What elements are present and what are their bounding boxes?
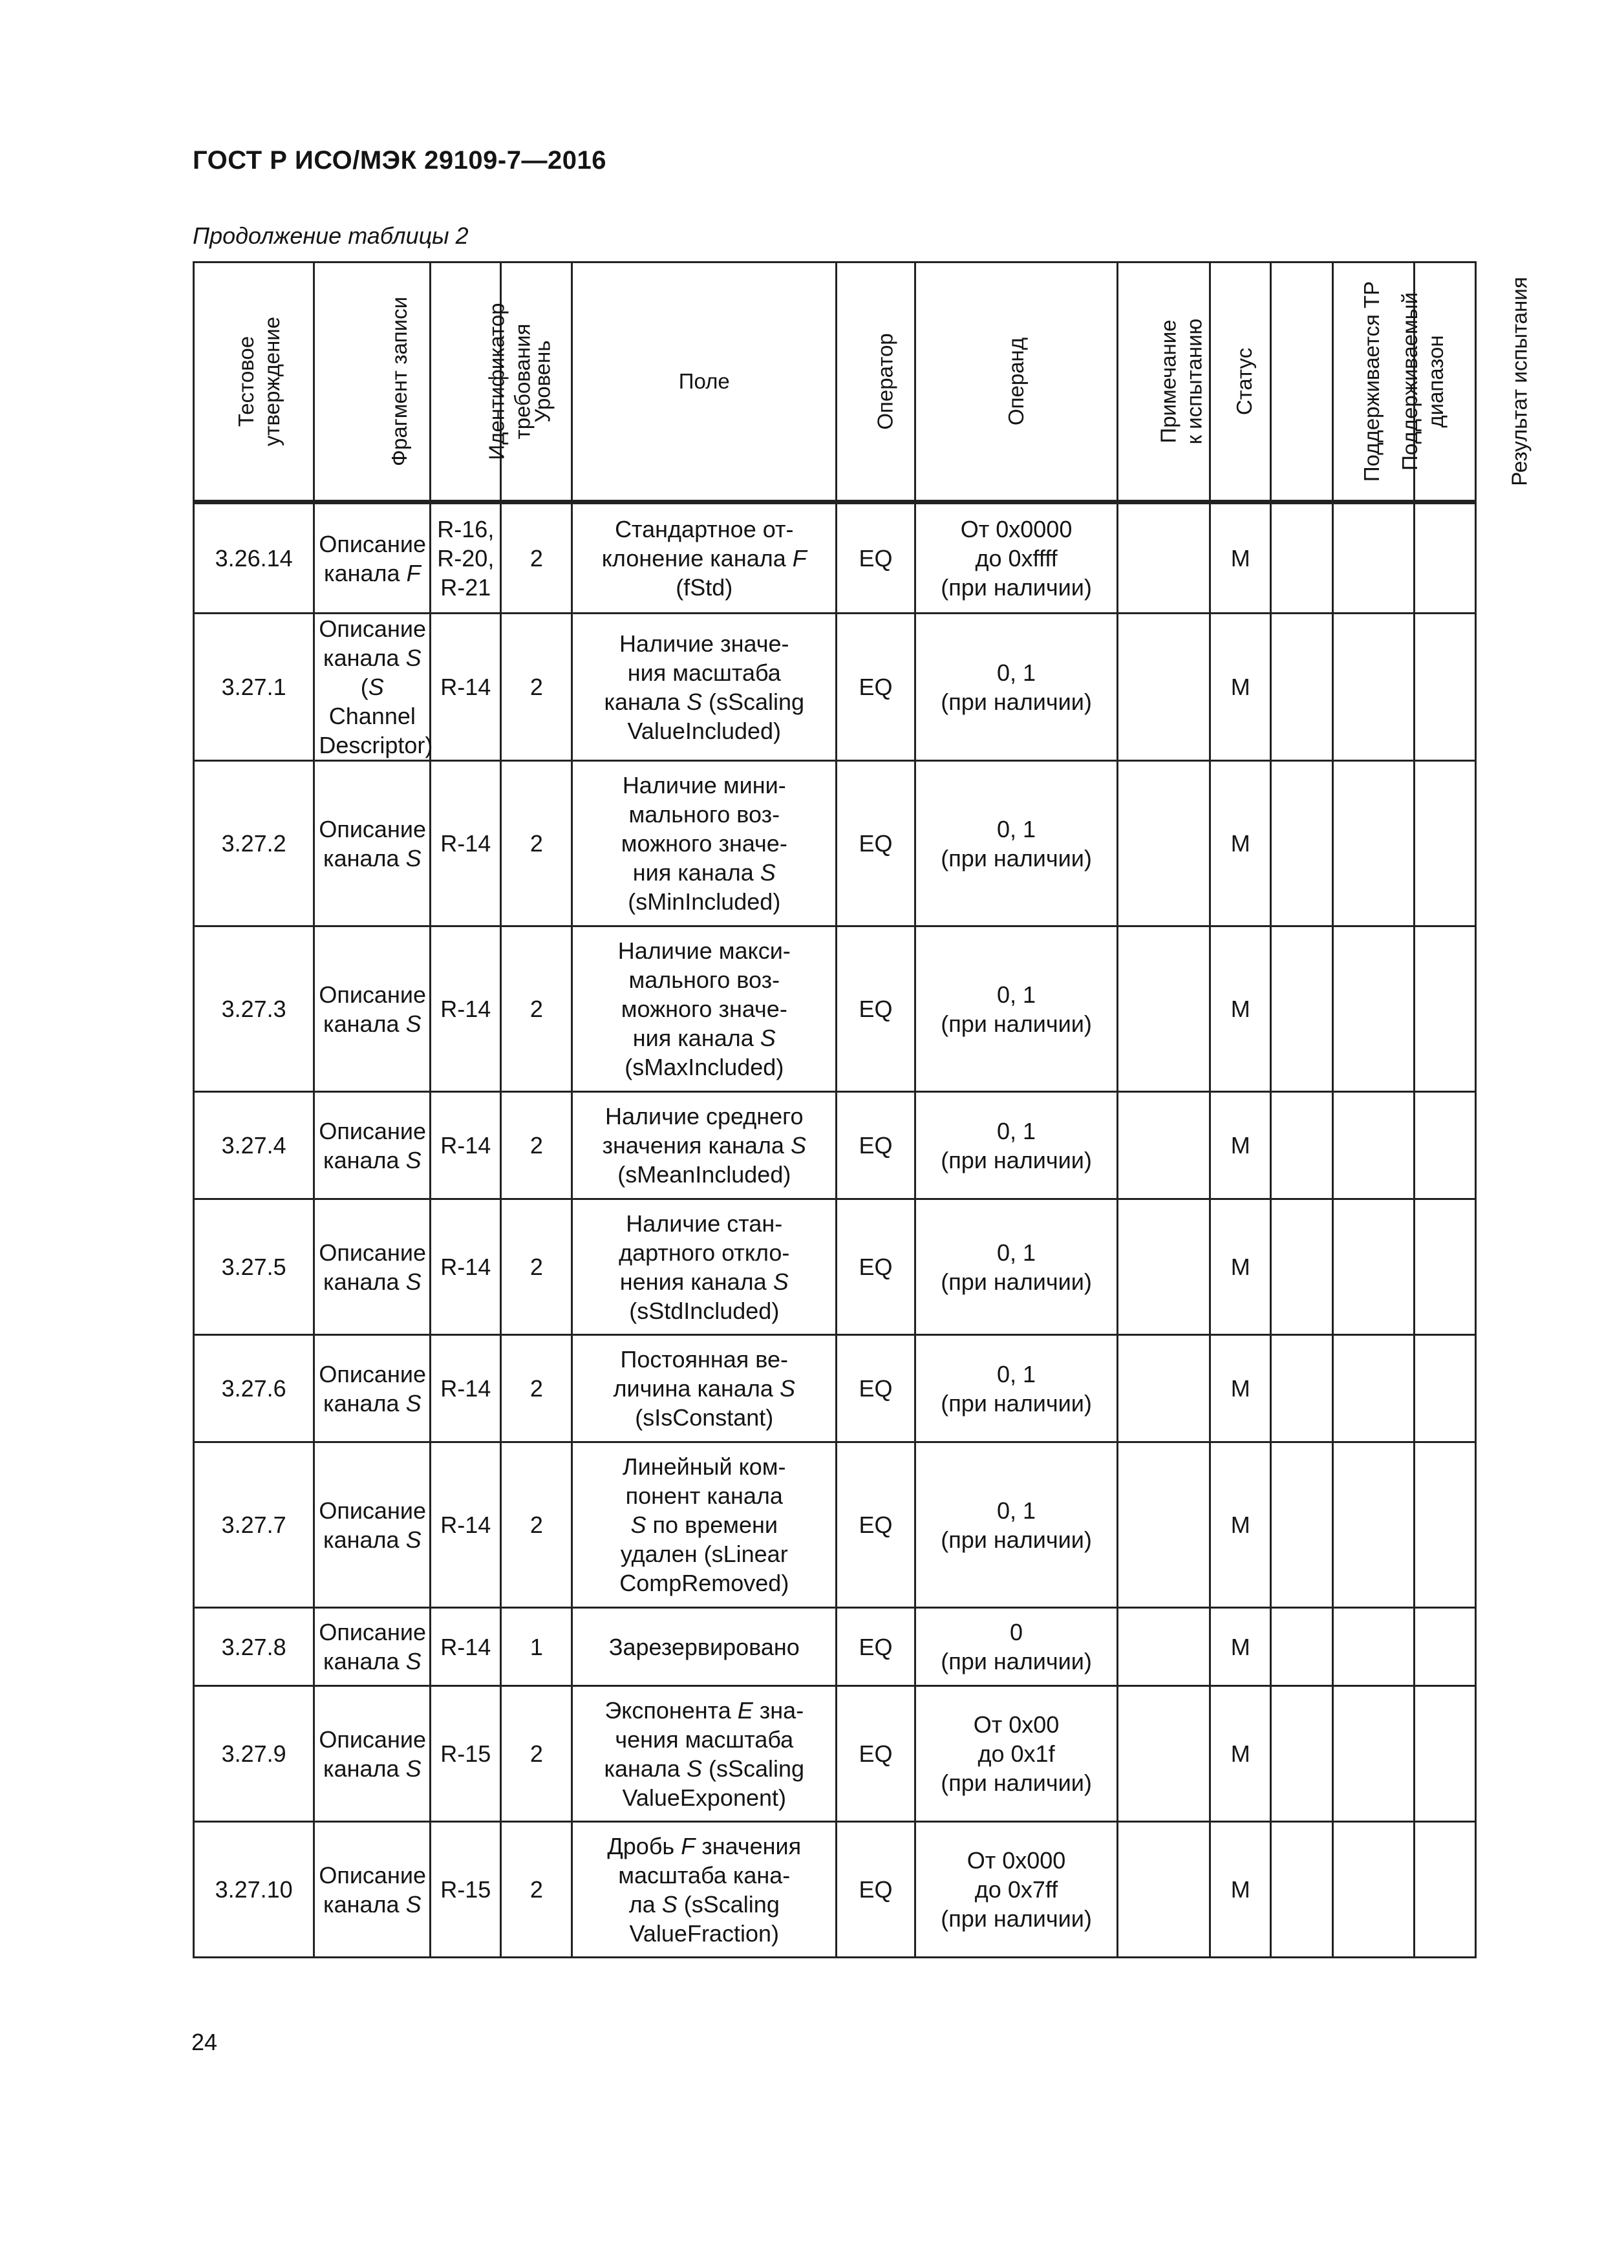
cell-req-id	[431, 1092, 501, 1199]
cell-line: ния масштаба	[627, 659, 781, 686]
cell-test-result	[1414, 1335, 1475, 1442]
cell-line: R-14	[440, 1512, 491, 1538]
page-number: 24	[191, 2029, 218, 2055]
cell-line: канала S	[323, 1890, 422, 1918]
cell-status: M	[1210, 1199, 1271, 1335]
cell-test-result	[1414, 1608, 1475, 1686]
column-header-label	[1003, 337, 1029, 425]
table-row	[194, 761, 1476, 926]
cell-line: канала F	[324, 559, 421, 586]
table-row	[194, 1199, 1476, 1335]
cell-level: 2	[501, 1092, 572, 1199]
cell-field	[572, 1608, 837, 1686]
cell-supported-range	[1332, 761, 1414, 926]
column-header-note	[1118, 262, 1210, 502]
cell-field	[572, 614, 837, 761]
cell-note	[1118, 761, 1210, 926]
cell-line: ValueIncluded)	[627, 717, 782, 744]
cell-operator: EQ	[837, 1822, 915, 1958]
cell-assertion: 3.27.4	[194, 1092, 314, 1199]
column-header-fragment	[314, 262, 431, 502]
cell-line: до 0x7ff	[974, 1876, 1058, 1903]
cell-line: клонение канала F	[601, 545, 807, 572]
cell-line: Описание	[319, 1861, 426, 1888]
cell-line: до 0xffff	[975, 545, 1058, 572]
cell-line: (при наличии)	[941, 688, 1092, 715]
cell-level: 2	[501, 1199, 572, 1335]
cell-fragment	[314, 1199, 431, 1335]
cell-line: мального воз-	[628, 967, 780, 993]
cell-line: Стандартное от-	[615, 516, 794, 542]
requirements-table	[193, 261, 1532, 1958]
column-header-field	[572, 262, 837, 502]
cell-operator: EQ	[837, 614, 915, 761]
cell-line: R-14	[440, 830, 491, 857]
cell-line: чения масштаба	[615, 1726, 794, 1753]
cell-line: удален (sLinear	[620, 1541, 788, 1567]
cell-operator: EQ	[837, 761, 915, 926]
cell-operator: EQ	[837, 926, 915, 1092]
cell-supported-range	[1332, 1686, 1414, 1822]
cell-line: 0, 1	[996, 981, 1036, 1008]
cell-req-id	[431, 1442, 501, 1608]
cell-line: канала S	[323, 1268, 422, 1295]
cell-operator: EQ	[837, 1092, 915, 1199]
cell-line: 0, 1	[996, 1117, 1036, 1144]
cell-test-result	[1414, 1092, 1475, 1199]
cell-fragment	[314, 614, 431, 761]
cell-operand	[915, 761, 1117, 926]
column-header-line: Идентификатор	[484, 303, 509, 460]
cell-line: Описание	[319, 615, 426, 642]
cell-supported-range	[1332, 502, 1414, 614]
column-header-line: Поддерживаемый	[1397, 292, 1422, 471]
table-row	[194, 502, 1476, 614]
cell-line: Постоянная ве-	[620, 1346, 789, 1373]
column-header-line: Оператор	[873, 333, 897, 430]
cell-note	[1118, 1686, 1210, 1822]
cell-supported-range	[1332, 1822, 1414, 1958]
cell-line: (sMinIncluded)	[628, 888, 781, 915]
cell-line: канала S	[323, 844, 422, 872]
cell-line: R-14	[440, 996, 491, 1022]
table-row	[194, 926, 1476, 1092]
column-header-status	[1210, 262, 1271, 502]
cell-line: канала S	[323, 1648, 422, 1674]
column-header-req-id	[431, 262, 535, 502]
cell-req-id	[431, 761, 501, 926]
cell-level: 2	[501, 1822, 572, 1958]
table-row	[194, 1442, 1476, 1608]
cell-tp-supported	[1271, 1092, 1332, 1199]
cell-line: ValueFraction)	[629, 1920, 779, 1947]
cell-operand	[915, 1092, 1117, 1199]
cell-line: ValueExponent)	[622, 1784, 787, 1811]
cell-line: (при наличии)	[941, 844, 1092, 872]
cell-line: (sMaxIncluded)	[625, 1054, 784, 1080]
cell-line: 0, 1	[996, 659, 1036, 686]
cell-req-id	[431, 1335, 501, 1442]
cell-note	[1118, 502, 1210, 614]
cell-field	[572, 1092, 837, 1199]
column-header-line: Тестовое	[234, 336, 259, 427]
column-header-line: утверждение	[260, 316, 284, 447]
cell-assertion: 3.27.10	[194, 1822, 314, 1958]
cell-test-result	[1414, 502, 1475, 614]
cell-line: R-14	[440, 1633, 491, 1660]
cell-status: M	[1210, 614, 1271, 761]
cell-line: Наличие значе-	[619, 630, 789, 657]
column-header-line: Фрагмент записи	[387, 296, 412, 467]
cell-req-id	[431, 614, 501, 761]
cell-assertion: 3.27.3	[194, 926, 314, 1092]
cell-assertion: 3.27.7	[194, 1442, 314, 1608]
cell-line: (при наличии)	[941, 1146, 1092, 1173]
table-row	[194, 1092, 1476, 1199]
cell-field	[572, 502, 837, 614]
cell-tp-supported	[1271, 1608, 1332, 1686]
cell-fragment	[314, 926, 431, 1092]
cell-level: 2	[501, 1335, 572, 1442]
cell-line: Описание	[319, 1360, 426, 1387]
cell-line: (при наличии)	[941, 1648, 1092, 1674]
table-header-row	[194, 262, 1476, 502]
cell-line: R-14	[440, 1132, 491, 1159]
cell-operand	[915, 614, 1117, 761]
cell-note	[1118, 926, 1210, 1092]
cell-test-result	[1414, 1822, 1475, 1958]
cell-operand	[915, 1822, 1117, 1958]
column-header-line: Примечание	[1156, 319, 1181, 444]
cell-field	[572, 1442, 837, 1608]
cell-line: R-21	[440, 574, 491, 601]
cell-line: канала S (sScaling	[604, 1755, 805, 1782]
table-body	[194, 502, 1476, 1958]
table-row	[194, 1335, 1476, 1442]
cell-line: понент канала	[625, 1482, 783, 1509]
column-header-assertion	[194, 262, 314, 502]
cell-fragment	[314, 1608, 431, 1686]
column-header-label	[873, 333, 899, 429]
table-row	[194, 614, 1476, 761]
cell-supported-range	[1332, 1442, 1414, 1608]
cell-test-result	[1414, 614, 1475, 761]
cell-line: Описание	[319, 530, 426, 557]
cell-tp-supported	[1271, 1199, 1332, 1335]
cell-line: можного значе-	[621, 830, 787, 857]
cell-req-id	[431, 1822, 501, 1958]
cell-req-id	[431, 1199, 501, 1335]
cell-operator: EQ	[837, 1442, 915, 1608]
cell-line: Описание	[319, 815, 426, 842]
cell-line: Описание	[319, 1497, 426, 1524]
cell-tp-supported	[1271, 1442, 1332, 1608]
cell-line: Описание	[319, 981, 426, 1008]
cell-tp-supported	[1271, 1335, 1332, 1442]
cell-operand	[915, 1686, 1117, 1822]
cell-operator: EQ	[837, 1608, 915, 1686]
cell-fragment	[314, 1335, 431, 1442]
cell-line: CompRemoved)	[619, 1570, 789, 1596]
cell-line: канала S	[323, 1755, 422, 1782]
cell-test-result	[1414, 761, 1475, 926]
cell-fragment	[314, 502, 431, 614]
cell-tp-supported	[1271, 1686, 1332, 1822]
cell-req-id	[431, 1608, 501, 1686]
cell-line: R-20,	[437, 545, 495, 572]
cell-line: мального воз-	[628, 801, 780, 828]
cell-status: M	[1210, 1608, 1271, 1686]
cell-status: M	[1210, 1822, 1271, 1958]
column-header-label	[484, 303, 536, 460]
cell-level: 2	[501, 614, 572, 761]
cell-line: От 0x000	[967, 1847, 1066, 1874]
cell-tp-supported	[1271, 926, 1332, 1092]
cell-operand	[915, 502, 1117, 614]
cell-operator: EQ	[837, 502, 915, 614]
cell-line: (sIsConstant)	[635, 1404, 774, 1431]
cell-operand	[915, 1442, 1117, 1608]
cell-status: M	[1210, 502, 1271, 614]
cell-supported-range	[1332, 1608, 1414, 1686]
cell-supported-range	[1332, 1199, 1414, 1335]
table-row	[194, 1686, 1476, 1822]
cell-assertion: 3.27.1	[194, 614, 314, 761]
cell-line: (при наличии)	[941, 1770, 1092, 1796]
cell-line: Descriptor)	[319, 732, 433, 758]
cell-line: (при наличии)	[941, 574, 1092, 601]
cell-level: 2	[501, 1686, 572, 1822]
column-header-line: требования	[510, 323, 535, 440]
cell-assertion: 3.27.2	[194, 761, 314, 926]
cell-field	[572, 761, 837, 926]
cell-line: масштаба кана-	[618, 1861, 791, 1888]
cell-line: R-14	[440, 1254, 491, 1280]
cell-line: значения канала S	[602, 1132, 806, 1159]
cell-assertion: 3.26.14	[194, 502, 314, 614]
column-header-line: Результат испытания	[1507, 277, 1532, 486]
cell-note	[1118, 1335, 1210, 1442]
cell-status: M	[1210, 761, 1271, 926]
cell-line: R-15	[440, 1876, 491, 1903]
cell-line: (при наличии)	[941, 1905, 1092, 1932]
cell-line: (при наличии)	[941, 1010, 1092, 1037]
cell-line: можного значе-	[621, 996, 787, 1022]
cell-operand	[915, 1335, 1117, 1442]
cell-fragment	[314, 1822, 431, 1958]
column-header-label	[1397, 292, 1449, 471]
cell-line: S по времени	[630, 1512, 778, 1538]
cell-req-id	[431, 502, 501, 614]
cell-line: канала S (sScaling	[604, 688, 805, 715]
cell-line: R-15	[440, 1740, 491, 1767]
cell-line: канала S	[323, 1010, 422, 1037]
cell-field	[572, 1335, 837, 1442]
cell-line: Наличие среднего	[604, 1103, 804, 1129]
cell-line: Дробь F значения	[607, 1832, 802, 1859]
cell-tp-supported	[1271, 502, 1332, 614]
cell-note	[1118, 1608, 1210, 1686]
cell-line: (S Channel	[328, 674, 416, 729]
column-header-line: Поле	[678, 369, 730, 393]
column-header-line: Операнд	[1004, 337, 1029, 426]
column-header-label	[1232, 348, 1257, 415]
cell-line: канала S	[323, 1389, 422, 1417]
column-header-label	[1156, 319, 1208, 445]
cell-line: Наличие стан-	[626, 1210, 783, 1237]
cell-supported-range	[1332, 614, 1414, 761]
cell-line: Наличие мини-	[622, 772, 786, 798]
cell-level: 1	[501, 1608, 572, 1686]
table-row	[194, 1608, 1476, 1686]
column-header-label	[1360, 281, 1385, 482]
cell-field	[572, 926, 837, 1092]
cell-line: личина канала S	[613, 1375, 795, 1402]
cell-fragment	[314, 1686, 431, 1822]
cell-line: ния канала S	[632, 859, 776, 886]
cell-line: (sMeanIncluded)	[617, 1161, 791, 1188]
cell-operand	[915, 926, 1117, 1092]
cell-supported-range	[1332, 1335, 1414, 1442]
cell-test-result	[1414, 1199, 1475, 1335]
cell-line: 0	[1010, 1619, 1023, 1645]
cell-test-result	[1414, 1686, 1475, 1822]
cell-note	[1118, 614, 1210, 761]
cell-test-result	[1414, 1442, 1475, 1608]
cell-line: 0, 1	[996, 1239, 1036, 1266]
cell-req-id	[431, 926, 501, 1092]
cell-tp-supported	[1271, 614, 1332, 761]
cell-level: 2	[501, 926, 572, 1092]
table-row	[194, 1822, 1476, 1958]
cell-line: Описание	[319, 1726, 426, 1753]
cell-line: 0, 1	[996, 1497, 1036, 1524]
cell-operator: EQ	[837, 1199, 915, 1335]
cell-tp-supported	[1271, 761, 1332, 926]
column-header-operand	[915, 262, 1117, 502]
cell-supported-range	[1332, 926, 1414, 1092]
cell-level: 2	[501, 502, 572, 614]
cell-note	[1118, 1442, 1210, 1608]
cell-test-result	[1414, 926, 1475, 1092]
cell-line: нения канала S	[619, 1268, 789, 1295]
cell-line: От 0x0000	[960, 516, 1073, 542]
column-header-line: Статус	[1232, 347, 1257, 416]
cell-assertion: 3.27.8	[194, 1608, 314, 1686]
cell-line: (при наличии)	[941, 1389, 1092, 1417]
cell-note	[1118, 1092, 1210, 1199]
cell-line: (при наличии)	[941, 1526, 1092, 1553]
cell-line: ния канала S	[632, 1025, 776, 1051]
cell-line: 0, 1	[996, 815, 1036, 842]
cell-assertion: 3.27.6	[194, 1335, 314, 1442]
cell-field	[572, 1822, 837, 1958]
cell-line: Описание	[319, 1619, 426, 1645]
cell-line: (при наличии)	[941, 1268, 1092, 1295]
cell-fragment	[314, 761, 431, 926]
cell-fragment	[314, 1092, 431, 1199]
cell-note	[1118, 1199, 1210, 1335]
cell-status: M	[1210, 1442, 1271, 1608]
cell-level: 2	[501, 1442, 572, 1608]
cell-operand	[915, 1608, 1117, 1686]
column-header-label	[530, 340, 556, 422]
column-header-label	[679, 369, 730, 393]
cell-line: Описание	[319, 1117, 426, 1144]
column-header-line: Поддерживается ТР	[1360, 281, 1384, 482]
cell-field	[572, 1199, 837, 1335]
cell-line: ла S (sScaling	[628, 1890, 780, 1918]
cell-status: M	[1210, 926, 1271, 1092]
table-caption: Продолжение таблицы 2	[193, 222, 469, 249]
cell-line: дартного откло-	[619, 1239, 790, 1266]
cell-status: M	[1210, 1092, 1271, 1199]
column-header-line: диапазон	[1423, 335, 1448, 428]
cell-level: 2	[501, 761, 572, 926]
column-header-tp-supported	[1271, 262, 1384, 502]
cell-line: R-14	[440, 674, 491, 700]
cell-line: Зарезервировано	[608, 1633, 800, 1660]
cell-line: канала S	[323, 1146, 422, 1173]
column-header-label	[233, 317, 285, 446]
cell-line: канала S	[323, 1526, 422, 1553]
cell-line: (sStdIncluded)	[629, 1297, 780, 1324]
column-header-line: Уровень	[530, 340, 555, 423]
column-header-label	[1506, 277, 1532, 486]
cell-operand	[915, 1199, 1117, 1335]
cell-line: R-14	[440, 1375, 491, 1402]
document-header: ГОСТ Р ИСО/МЭК 29109-7—2016	[193, 146, 606, 175]
column-header-label	[387, 297, 412, 466]
cell-operator: EQ	[837, 1686, 915, 1822]
cell-fragment	[314, 1442, 431, 1608]
cell-status: M	[1210, 1335, 1271, 1442]
cell-line: Описание	[319, 1239, 426, 1266]
cell-note	[1118, 1822, 1210, 1958]
cell-line: От 0x00	[973, 1711, 1060, 1738]
cell-line: Экспонента E зна-	[604, 1696, 804, 1724]
cell-status: M	[1210, 1686, 1271, 1822]
cell-line: до 0x1f	[978, 1740, 1055, 1767]
cell-line: 0, 1	[996, 1360, 1036, 1387]
cell-line: R-16,	[437, 516, 495, 542]
cell-tp-supported	[1271, 1822, 1332, 1958]
column-header-operator	[837, 262, 915, 502]
cell-assertion: 3.27.9	[194, 1686, 314, 1822]
cell-assertion: 3.27.5	[194, 1199, 314, 1335]
cell-line: (fStd)	[676, 574, 733, 601]
cell-line: Наличие макси-	[617, 937, 791, 964]
column-header-line: к испытанию	[1182, 318, 1206, 445]
cell-line: канала S	[323, 645, 422, 671]
cell-line: Линейный ком-	[622, 1453, 786, 1480]
cell-field	[572, 1686, 837, 1822]
cell-req-id	[431, 1686, 501, 1822]
cell-operator: EQ	[837, 1335, 915, 1442]
cell-supported-range	[1332, 1092, 1414, 1199]
